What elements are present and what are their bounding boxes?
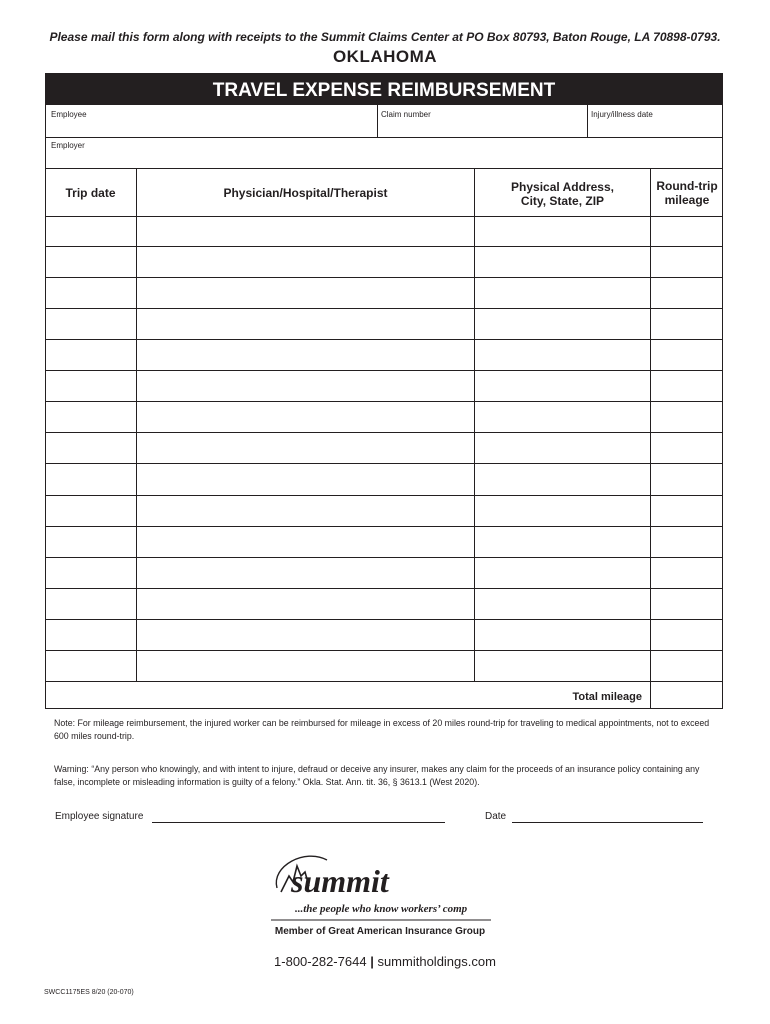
physician-cell[interactable] bbox=[137, 589, 474, 620]
logo-word: summit bbox=[291, 863, 389, 899]
col-header-address bbox=[475, 180, 650, 208]
employee-signature-label: Employee signature bbox=[55, 811, 144, 822]
contact-line bbox=[200, 954, 570, 969]
trip-date-cell[interactable] bbox=[45, 309, 136, 340]
employer-field[interactable] bbox=[46, 152, 722, 167]
col-header-physician: Physician/Hospital/Therapist bbox=[223, 186, 388, 200]
table-row bbox=[45, 402, 723, 433]
state-title: OKLAHOMA bbox=[332, 47, 438, 66]
physician-cell[interactable] bbox=[137, 340, 474, 371]
injury-date-field[interactable] bbox=[588, 121, 722, 136]
table-row bbox=[45, 465, 723, 496]
trip-date-cell[interactable] bbox=[45, 496, 136, 527]
table-row bbox=[45, 433, 723, 464]
mileage-cell[interactable] bbox=[651, 651, 722, 682]
address-cell[interactable] bbox=[475, 216, 650, 247]
separator: | bbox=[370, 954, 374, 969]
physician-cell[interactable] bbox=[137, 433, 474, 464]
address-cell[interactable] bbox=[475, 371, 650, 402]
physician-cell[interactable] bbox=[137, 216, 474, 247]
table-row bbox=[45, 371, 723, 402]
table-row bbox=[45, 340, 723, 371]
physician-cell[interactable] bbox=[137, 309, 474, 340]
fraud-warning: Warning: “Any person who knowingly, and with intent to injure, defraud or deceive any insurer, makes any claim for the proceeds of an insurance policy containing any false, incomplete or misleading information is guilty of a felony.” Okla. Stat. Ann. tit. 36, § 3613.1 (West 2020). bbox=[54, 764, 700, 787]
table-row bbox=[45, 620, 723, 651]
table-row bbox=[45, 589, 723, 620]
divider bbox=[45, 137, 723, 138]
logo-tagline: ...the people who know workers’ comp bbox=[295, 903, 468, 915]
col-header-address-line2: City, State, ZIP bbox=[520, 194, 605, 208]
table-row bbox=[45, 247, 723, 278]
claim-number-label: Claim number bbox=[381, 110, 431, 119]
mileage-cell[interactable] bbox=[651, 527, 722, 558]
col-header-address-line1: Physical Address, bbox=[511, 180, 614, 194]
address-cell[interactable] bbox=[475, 340, 650, 371]
employee-field[interactable] bbox=[46, 121, 376, 136]
address-cell[interactable] bbox=[475, 247, 650, 278]
claim-number-field[interactable] bbox=[378, 121, 586, 136]
divider bbox=[45, 168, 723, 169]
form-title: TRAVEL EXPENSE REIMBURSEMENT bbox=[45, 73, 723, 105]
total-mileage-field[interactable] bbox=[651, 682, 722, 708]
physician-cell[interactable] bbox=[137, 247, 474, 278]
physician-cell[interactable] bbox=[137, 371, 474, 402]
address-cell[interactable] bbox=[475, 433, 650, 464]
mileage-cell[interactable] bbox=[651, 496, 722, 527]
mail-instructions: Please mail this form along with receipts to the Summit Claims Center at PO Box 80793, Baton Rouge, LA 70898-0793. bbox=[49, 30, 721, 44]
address-cell[interactable] bbox=[475, 620, 650, 651]
address-cell[interactable] bbox=[475, 527, 650, 558]
member-text: Member of Great American Insurance Group bbox=[274, 926, 486, 937]
trip-date-cell[interactable] bbox=[45, 651, 136, 682]
mileage-cell[interactable] bbox=[651, 465, 722, 496]
address-cell[interactable] bbox=[475, 496, 650, 527]
col-header-mileage-line1: Round-trip bbox=[656, 179, 718, 193]
injury-date-label: Injury/illness date bbox=[591, 110, 653, 119]
total-mileage-label: Total mileage bbox=[572, 691, 642, 703]
trip-date-cell[interactable] bbox=[45, 340, 136, 371]
address-cell[interactable] bbox=[475, 589, 650, 620]
physician-cell[interactable] bbox=[137, 651, 474, 682]
trip-date-cell[interactable] bbox=[45, 527, 136, 558]
mileage-cell[interactable] bbox=[651, 216, 722, 247]
physician-cell[interactable] bbox=[137, 402, 474, 433]
mileage-cell[interactable] bbox=[651, 589, 722, 620]
phone-number[interactable]: 1-800-282-7644 bbox=[274, 954, 367, 969]
employee-label: Employee bbox=[51, 110, 87, 119]
mileage-cell[interactable] bbox=[651, 309, 722, 340]
date-label: Date bbox=[485, 811, 507, 822]
physician-cell[interactable] bbox=[137, 278, 474, 309]
mileage-cell[interactable] bbox=[651, 558, 722, 589]
trip-date-cell[interactable] bbox=[45, 371, 136, 402]
mileage-note: Note: For mileage reimbursement, the injured worker can be reimbursed for mileage in excess of 20 miles round-trip for traveling to medical appointments, not to exceed 600 miles round-trip. bbox=[54, 718, 710, 741]
trip-date-cell[interactable] bbox=[45, 247, 136, 278]
table-row bbox=[45, 527, 723, 558]
row-divider bbox=[45, 681, 723, 682]
website-link[interactable]: summitholdings.com bbox=[377, 954, 496, 969]
physician-cell[interactable] bbox=[137, 620, 474, 651]
mileage-cell[interactable] bbox=[651, 340, 722, 371]
address-cell[interactable] bbox=[475, 309, 650, 340]
mileage-cell[interactable] bbox=[651, 247, 722, 278]
trip-date-cell[interactable] bbox=[45, 620, 136, 651]
physician-cell[interactable] bbox=[137, 558, 474, 589]
trip-date-cell[interactable] bbox=[45, 402, 136, 433]
table-row bbox=[45, 309, 723, 340]
trip-date-cell[interactable] bbox=[45, 465, 136, 496]
physician-cell[interactable] bbox=[137, 527, 474, 558]
mileage-cell[interactable] bbox=[651, 402, 722, 433]
address-cell[interactable] bbox=[475, 402, 650, 433]
form-code: SWCC1175ES 8/20 (20-070) bbox=[44, 989, 134, 996]
address-cell[interactable] bbox=[475, 651, 650, 682]
mileage-cell[interactable] bbox=[651, 371, 722, 402]
mileage-cell[interactable] bbox=[651, 620, 722, 651]
trip-date-cell[interactable] bbox=[45, 278, 136, 309]
address-cell[interactable] bbox=[475, 465, 650, 496]
mountain-logo-icon bbox=[265, 846, 505, 926]
col-header-trip-date: Trip date bbox=[65, 186, 116, 200]
trip-date-cell[interactable] bbox=[45, 433, 136, 464]
physician-cell[interactable] bbox=[137, 496, 474, 527]
col-header-mileage bbox=[651, 179, 723, 207]
table-row bbox=[45, 496, 723, 527]
physician-cell[interactable] bbox=[137, 465, 474, 496]
employee-signature-line[interactable] bbox=[152, 822, 445, 823]
mileage-cell[interactable] bbox=[651, 433, 722, 464]
trip-date-cell[interactable] bbox=[45, 216, 136, 247]
trip-date-cell[interactable] bbox=[45, 558, 136, 589]
address-cell[interactable] bbox=[475, 278, 650, 309]
table-row bbox=[45, 216, 723, 247]
address-cell[interactable] bbox=[475, 558, 650, 589]
mileage-cell[interactable] bbox=[651, 278, 722, 309]
date-line[interactable] bbox=[512, 822, 703, 823]
table-row bbox=[45, 278, 723, 309]
employer-label: Employer bbox=[51, 141, 85, 150]
trip-date-cell[interactable] bbox=[45, 589, 136, 620]
col-header-mileage-line2: mileage bbox=[664, 193, 710, 207]
table-row bbox=[45, 651, 723, 682]
table-row bbox=[45, 558, 723, 589]
